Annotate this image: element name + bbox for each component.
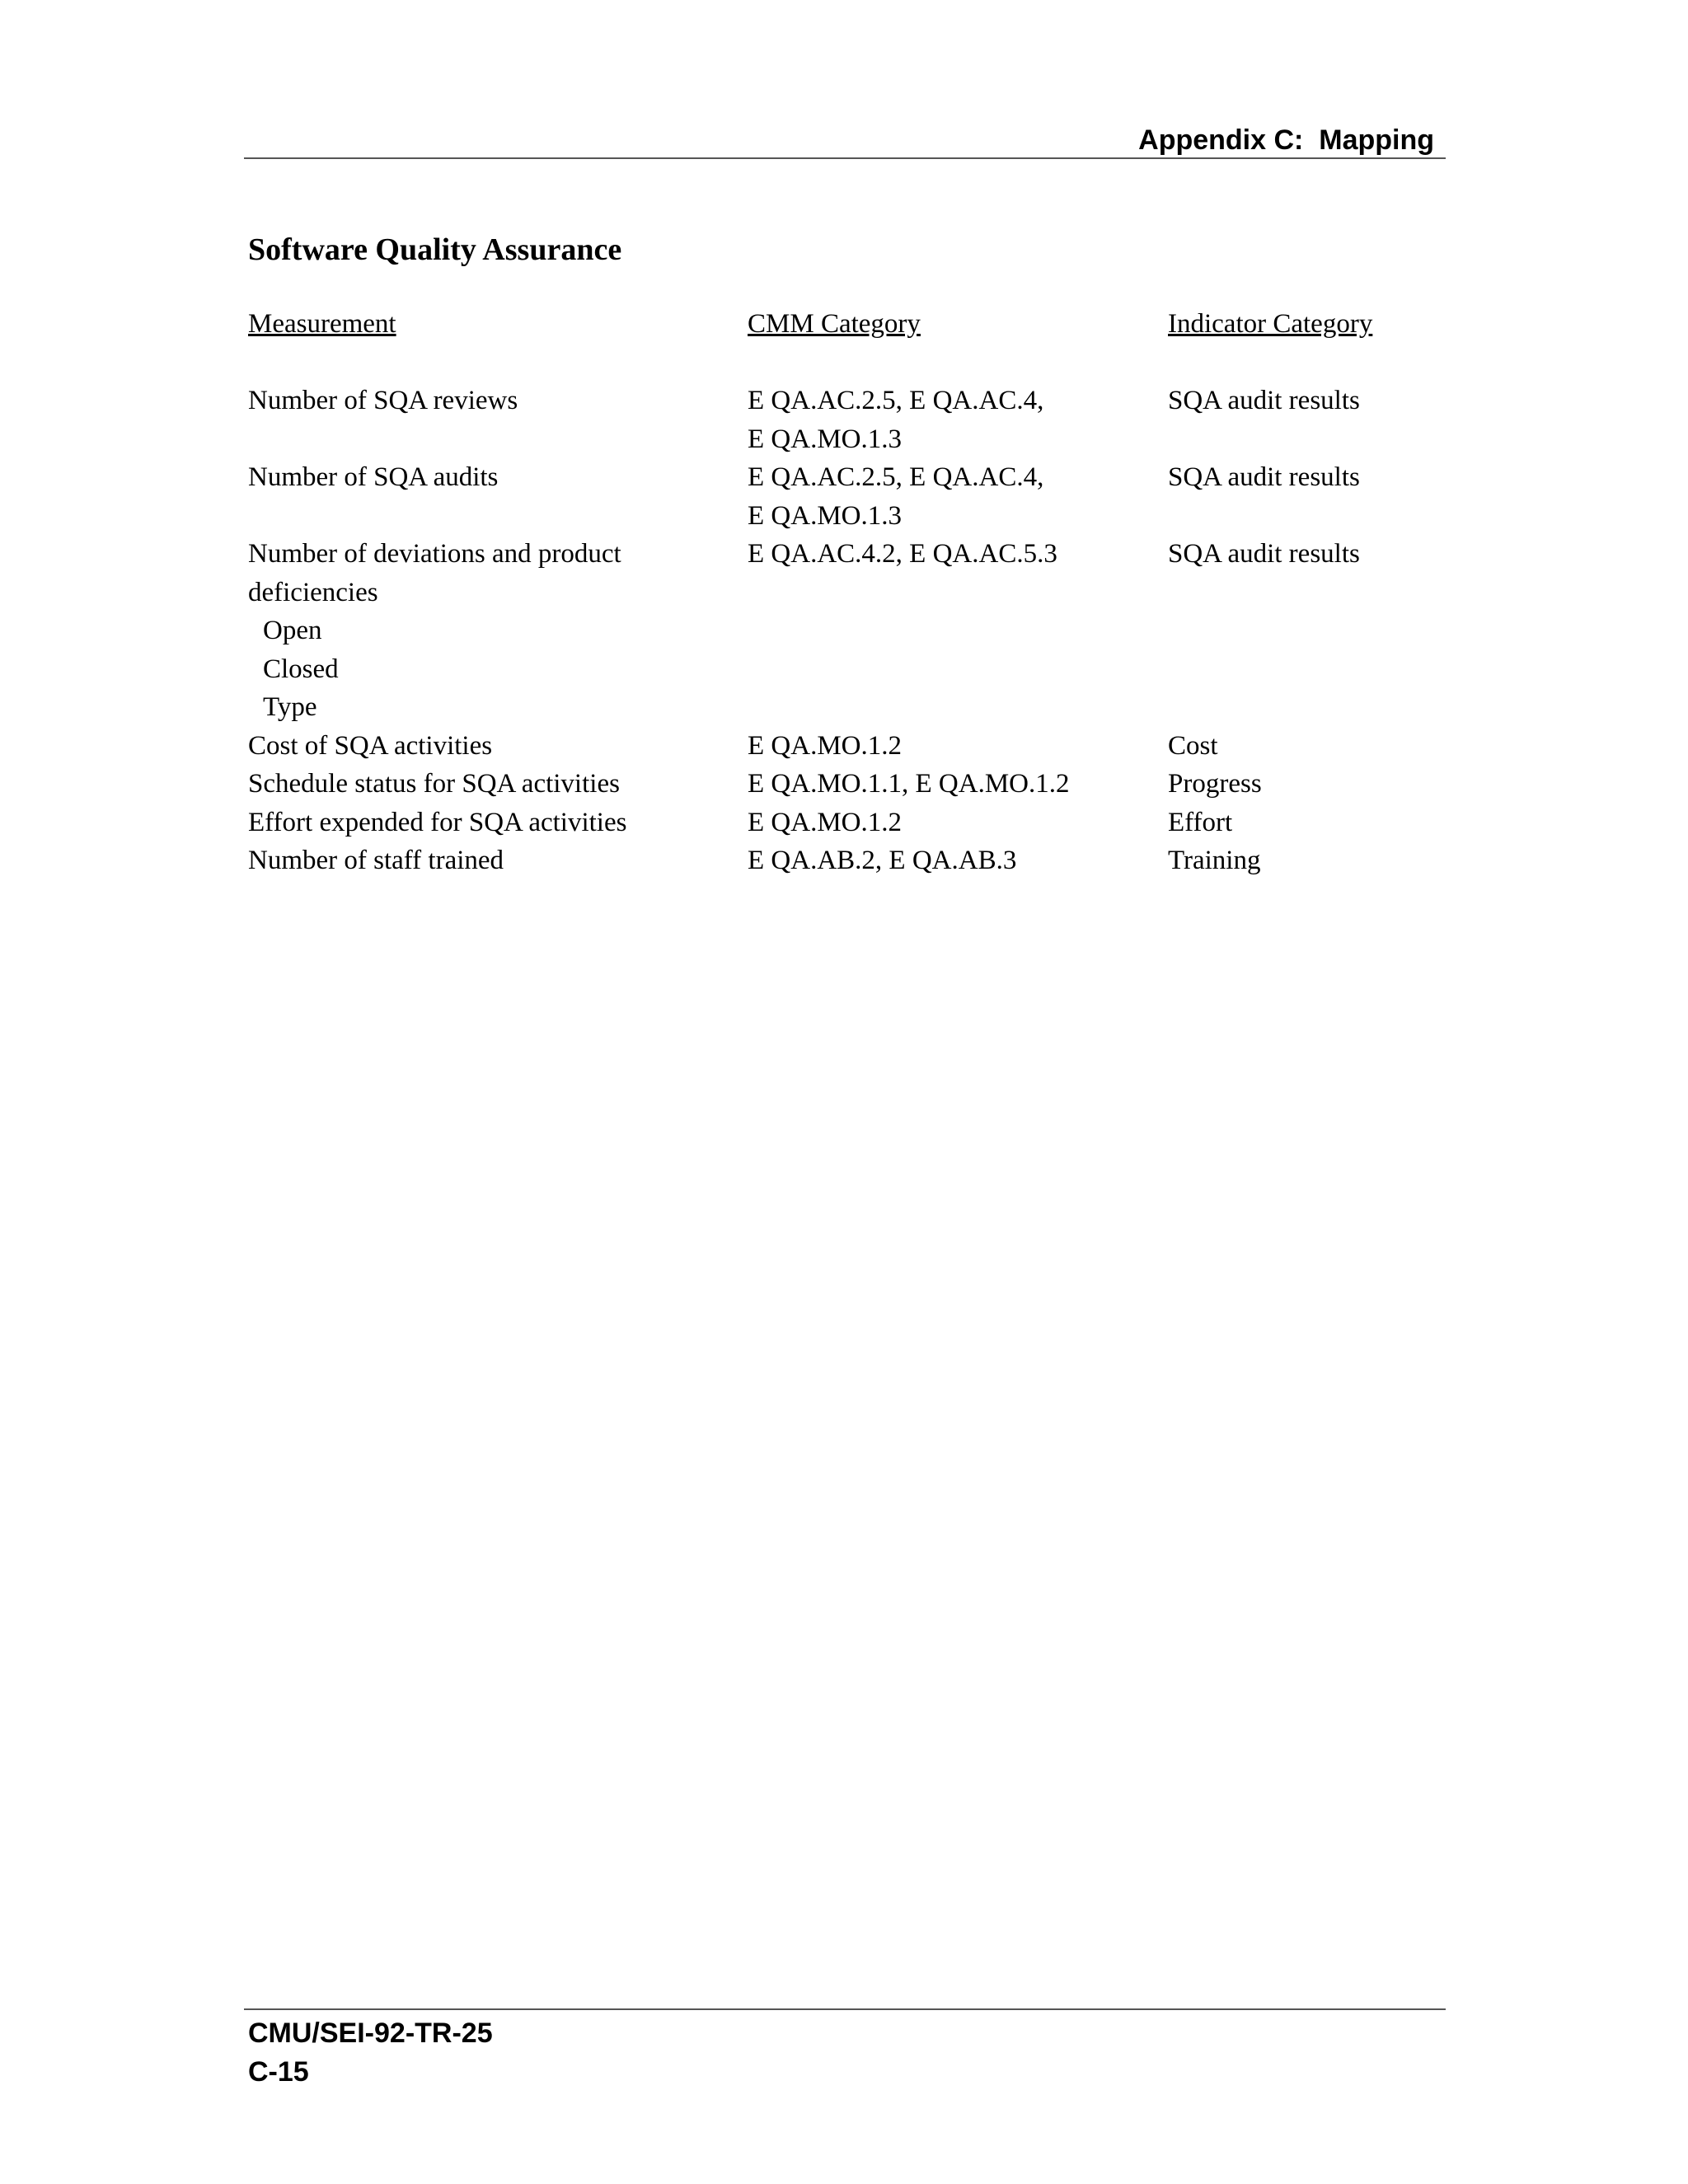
measurement-sub-item: Open — [263, 616, 322, 645]
cmm-category-cell-line: E QA.AC.2.5, E QA.AC.4, — [748, 462, 1044, 492]
table-row — [0, 841, 1688, 880]
measurement-cell-line: deficiencies — [248, 577, 378, 607]
cmm-category-cell — [748, 535, 1160, 574]
cmm-category-cell — [748, 841, 1160, 880]
cmm-category-cell-line: E QA.AC.4.2, E QA.AC.5.3 — [748, 539, 1057, 569]
table-row — [0, 804, 1688, 842]
header-rule — [244, 157, 1446, 159]
document-id: CMU/SEI-92-TR-25 — [248, 2018, 493, 2049]
measurement-cell-line: Schedule status for SQA activities — [248, 769, 620, 799]
cmm-category-cell-line: E QA.MO.1.2 — [748, 807, 902, 837]
cmm-category-cell-line: E QA.MO.1.1, E QA.MO.1.2 — [748, 769, 1070, 799]
cmm-category-cell — [748, 382, 1160, 458]
indicator-category-cell-line: Progress — [1168, 769, 1262, 799]
measurement-cell — [248, 841, 734, 880]
indicator-category-cell-line: Cost — [1168, 730, 1218, 761]
measurement-cell — [248, 535, 734, 727]
indicator-category-cell-line: SQA audit results — [1168, 462, 1360, 492]
measurement-cell — [248, 727, 734, 766]
mapping-table-body — [0, 382, 1688, 880]
indicator-category-cell — [1168, 458, 1448, 497]
running-header: Appendix C: Mapping — [1138, 124, 1434, 156]
cmm-category-cell — [748, 765, 1160, 804]
measurement-cell-line: Effort expended for SQA activities — [248, 807, 627, 837]
footer-rule — [244, 2008, 1446, 2010]
measurement-cell — [248, 765, 734, 804]
column-header-measurement: Measurement — [248, 309, 396, 339]
measurement-cell-line: Cost of SQA activities — [248, 730, 493, 761]
measurement-cell — [248, 804, 734, 842]
measurement-cell-line: Number of SQA audits — [248, 462, 499, 492]
table-row — [0, 727, 1688, 766]
indicator-category-cell-line: SQA audit results — [1168, 386, 1360, 415]
measurement-sub-item: Type — [263, 692, 317, 722]
column-header-indicator-category: Indicator Category — [1168, 309, 1373, 339]
indicator-category-cell — [1168, 535, 1448, 574]
cmm-category-cell-line: E QA.MO.1.2 — [748, 730, 902, 761]
table-row — [0, 765, 1688, 804]
indicator-category-cell — [1168, 727, 1448, 766]
measurement-cell — [248, 458, 734, 497]
cmm-category-cell-line: E QA.MO.1.3 — [748, 500, 902, 531]
indicator-category-cell-line: SQA audit results — [1168, 539, 1360, 569]
measurement-sub-item: Closed — [263, 654, 339, 684]
indicator-category-cell — [1168, 382, 1448, 420]
section-title: Software Quality Assurance — [248, 232, 622, 267]
table-row — [0, 458, 1688, 535]
column-header-cmm-category: CMM Category — [748, 309, 921, 339]
measurement-cell-line: Number of SQA reviews — [248, 386, 518, 415]
cmm-category-cell-line: E QA.MO.1.3 — [748, 424, 902, 454]
cmm-category-cell — [748, 727, 1160, 766]
indicator-category-cell — [1168, 841, 1448, 880]
measurement-cell — [248, 382, 734, 420]
measurement-cell-line: Number of deviations and product — [248, 539, 621, 569]
indicator-category-cell-line: Effort — [1168, 807, 1233, 837]
indicator-category-cell — [1168, 804, 1448, 842]
cmm-category-cell — [748, 458, 1160, 535]
cmm-category-cell — [748, 804, 1160, 842]
measurement-cell-line: Number of staff trained — [248, 846, 504, 875]
page-number: C-15 — [248, 2056, 309, 2088]
cmm-category-cell-line: E QA.AC.2.5, E QA.AC.4, — [748, 386, 1044, 415]
table-row — [0, 535, 1688, 727]
indicator-category-cell-line: Training — [1168, 846, 1261, 875]
cmm-category-cell-line: E QA.AB.2, E QA.AB.3 — [748, 846, 1017, 875]
table-row — [0, 382, 1688, 458]
indicator-category-cell — [1168, 765, 1448, 804]
